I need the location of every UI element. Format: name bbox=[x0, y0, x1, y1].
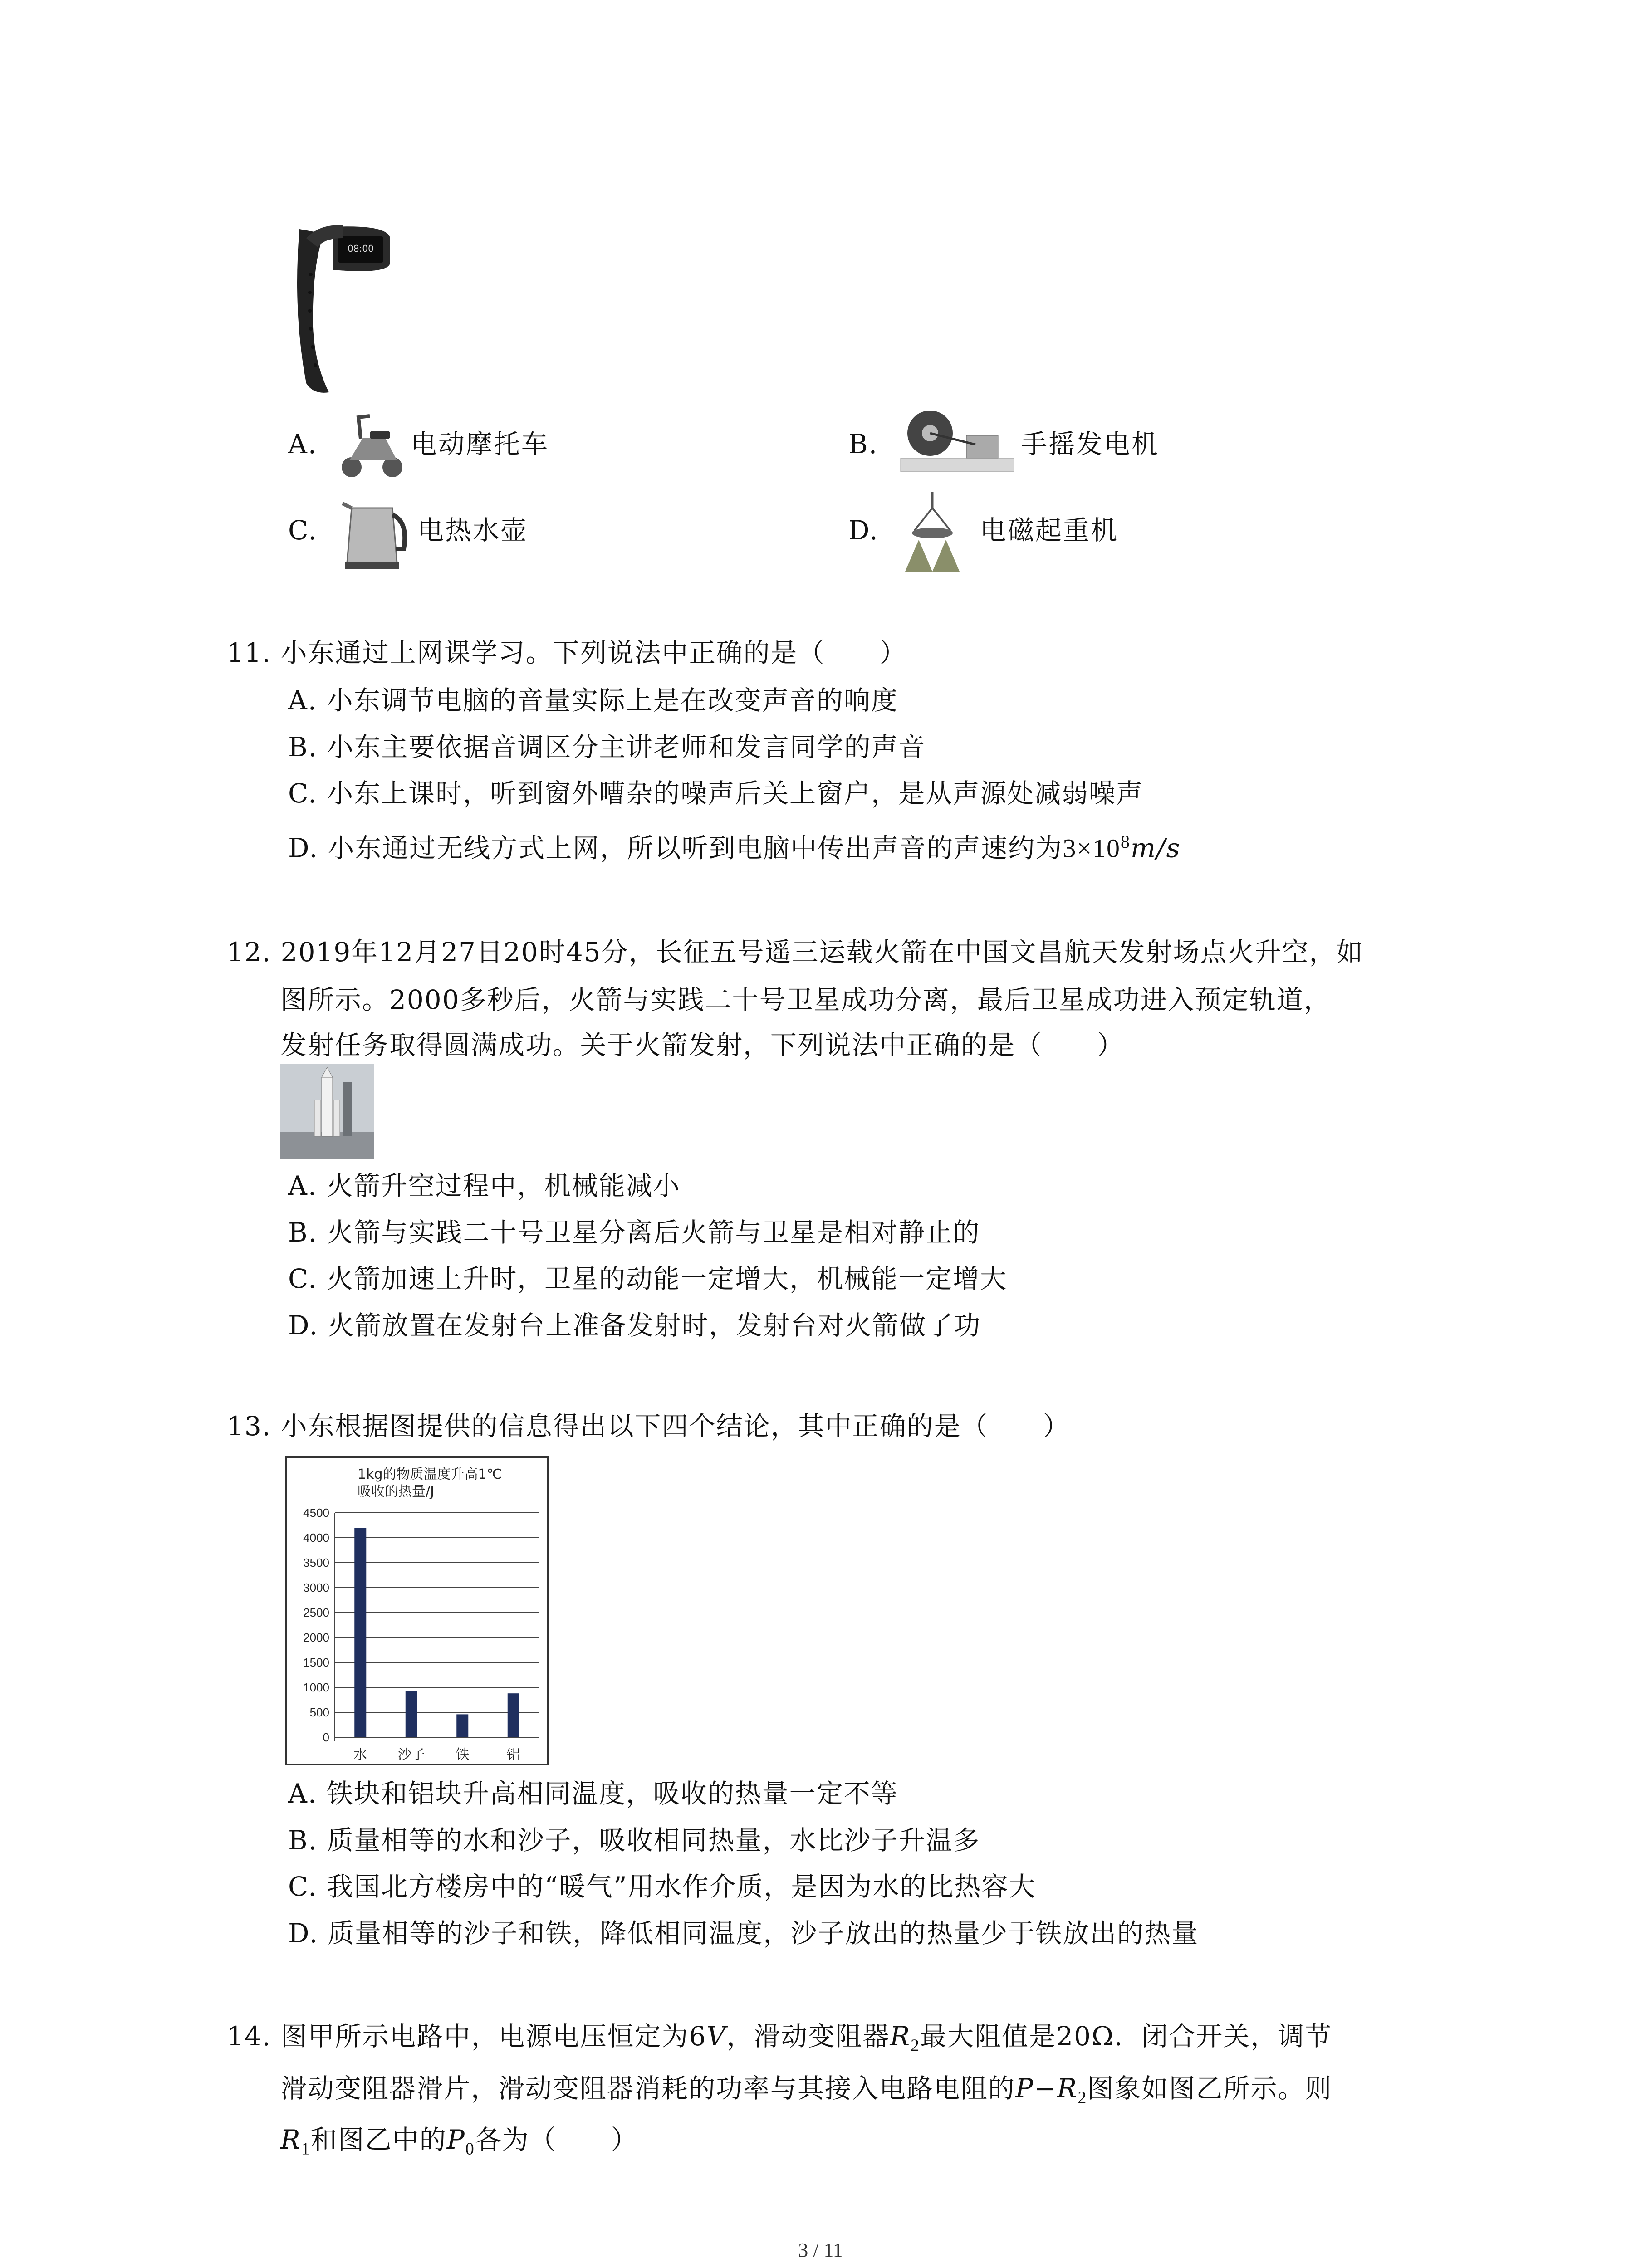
chart-ytick-label: 4000 bbox=[303, 1531, 329, 1545]
q14-r2-symbol-2: R bbox=[1057, 2073, 1078, 2104]
q14-line-3-b: 各为（ ） bbox=[475, 2124, 638, 2155]
q14-dash: − bbox=[1034, 2073, 1057, 2104]
q10-option-b-letter: B. bbox=[848, 429, 878, 459]
q13-option-b: B. 质量相等的水和沙子，吸收相同热量，水比沙子升温多 bbox=[288, 1825, 980, 1856]
q13-stem: 13. 小东根据图提供的信息得出以下四个结论，其中正确的是（ ） bbox=[227, 1411, 1070, 1442]
q10-option-a-label: 电动摩托车 bbox=[411, 429, 549, 459]
q13-option-d: D. 质量相等的沙子和铁，降低相同温度，沙子放出的热量少于铁放出的热量 bbox=[288, 1918, 1199, 1949]
chart-ytick-label: 3000 bbox=[303, 1581, 329, 1594]
chart-ytick-label: 3500 bbox=[303, 1556, 329, 1569]
q14-line-1 bbox=[227, 2023, 1332, 2054]
q12-option-b: B. 火箭与实践二十号卫星分离后火箭与卫星是相对静止的 bbox=[288, 1217, 980, 1248]
specific-heat-bar-chart bbox=[285, 1456, 549, 1765]
q10-option-d-label: 电磁起重机 bbox=[980, 515, 1119, 546]
q12-stem-line-1: 12. 2019年12月27日20时45分，长征五号遥三运载火箭在中国文昌航天发射场点火升空，如 bbox=[227, 937, 1364, 968]
q11-option-b: B. 小东主要依据音调区分主讲老师和发言同学的声音 bbox=[288, 732, 926, 763]
electric-kettle-icon bbox=[340, 494, 408, 572]
chart-bar bbox=[456, 1714, 468, 1737]
q12-option-a: A. 火箭升空过程中，机械能减小 bbox=[288, 1170, 681, 1201]
q11-stem: 11. 小东通过上网课学习。下列说法中正确的是（ ） bbox=[227, 637, 907, 668]
q11-option-d-text: D. 小东通过无线方式上网，所以听到电脑中传出声音的声速约为 bbox=[288, 832, 1063, 864]
q11-option-d-exponent: 8 bbox=[1121, 831, 1131, 852]
q14-r2-sub-2: 2 bbox=[1078, 2088, 1087, 2107]
electric-scooter-icon bbox=[336, 411, 406, 481]
chart-ytick-label: 1000 bbox=[303, 1681, 329, 1694]
chart-bar bbox=[354, 1528, 366, 1737]
electromagnetic-crane-icon bbox=[896, 490, 969, 576]
q14-p-symbol: P bbox=[1015, 2073, 1034, 2104]
hand-crank-generator-icon bbox=[898, 404, 1016, 485]
q12-stem-line-3: 发射任务取得圆满成功。关于火箭发射，下列说法中正确的是（ ） bbox=[280, 1030, 1125, 1061]
q14-line-1-a: 14. 图甲所示电路中，电源电压恒定为6 bbox=[227, 2021, 707, 2052]
page-number: 3 / 11 bbox=[798, 2239, 843, 2261]
q14-line-3 bbox=[280, 2126, 638, 2158]
q14-p0-symbol: P bbox=[446, 2124, 465, 2155]
q14-r1-sub: 1 bbox=[301, 2139, 311, 2159]
q12-option-c: C. 火箭加速上升时，卫星的动能一定增大，机械能一定增大 bbox=[288, 1263, 1008, 1294]
chart-title: 1kg的物质温度升高1℃ bbox=[358, 1466, 502, 1482]
chart-ytick-label: 1500 bbox=[303, 1656, 329, 1669]
q14-voltage-unit: V bbox=[706, 2021, 727, 2052]
q14-r2-symbol: R bbox=[890, 2021, 911, 2052]
q14-line-1-b: ，滑动变阻器 bbox=[726, 2021, 890, 2052]
rocket-launch-photo bbox=[280, 1064, 374, 1159]
q13-option-c: C. 我国北方楼房中的“暖气”用水作介质，是因为水的比热容大 bbox=[288, 1871, 1036, 1902]
chart-category-label: 沙子 bbox=[397, 1747, 425, 1763]
q10-option-c-letter: C. bbox=[288, 515, 318, 546]
q10-option-d-letter: D. bbox=[848, 515, 879, 546]
chart-ytick-label: 0 bbox=[323, 1730, 329, 1744]
chart-category-label: 铝 bbox=[506, 1747, 520, 1763]
q11-option-d-unit: m/s bbox=[1131, 832, 1181, 864]
q10-option-c-label: 电热水壶 bbox=[417, 515, 529, 546]
q14-line-2 bbox=[280, 2075, 1332, 2107]
chart-category-label: 铁 bbox=[456, 1747, 470, 1763]
smart-band-image bbox=[279, 220, 397, 397]
q11-option-a: A. 小东调节电脑的音量实际上是在改变声音的响度 bbox=[288, 685, 898, 716]
q11-option-c: C. 小东上课时，听到窗外嘈杂的噪声后关上窗户，是从声源处减弱噪声 bbox=[288, 778, 1144, 809]
q12-option-d: D. 火箭放置在发射台上准备发射时，发射台对火箭做了功 bbox=[288, 1310, 981, 1341]
q14-r2-sub: 2 bbox=[911, 2036, 921, 2055]
q11-option-d-value: 3×10 bbox=[1063, 833, 1121, 863]
chart-bar bbox=[406, 1691, 417, 1737]
chart-ytick-label: 2000 bbox=[303, 1631, 329, 1644]
q10-option-b-label: 手摇发电机 bbox=[1021, 429, 1160, 459]
chart-ytick-label: 4500 bbox=[303, 1506, 329, 1520]
q14-line-3-a: 和图乙中的 bbox=[310, 2124, 447, 2155]
chart-bar bbox=[508, 1693, 519, 1737]
q14-line-2-a: 滑动变阻器滑片，滑动变阻器消耗的功率与其接入电路电阻的 bbox=[280, 2073, 1016, 2104]
q10-option-a-letter: A. bbox=[288, 429, 318, 459]
q13-option-a: A. 铁块和铝块升高相同温度，吸收的热量一定不等 bbox=[288, 1778, 898, 1809]
q14-p0-sub: 0 bbox=[465, 2139, 475, 2159]
chart-ytick-label: 500 bbox=[309, 1706, 329, 1719]
q14-line-1-c: 最大阻值是20Ω．闭合开关，调节 bbox=[920, 2021, 1332, 2052]
watch-time-text: 08:00 bbox=[348, 243, 374, 254]
q14-r1-symbol: R bbox=[280, 2124, 301, 2155]
q11-option-d bbox=[288, 831, 1181, 864]
q12-stem-line-2: 图所示。2000多秒后，火箭与实践二十号卫星成功分离，最后卫星成功进入预定轨道， bbox=[280, 984, 1331, 1015]
q14-line-2-b: 图象如图乙所示。则 bbox=[1087, 2073, 1332, 2104]
chart-ylabel: 吸收的热量/J bbox=[358, 1484, 434, 1500]
chart-category-label: 水 bbox=[353, 1747, 367, 1763]
chart-ytick-label: 2500 bbox=[303, 1606, 329, 1619]
